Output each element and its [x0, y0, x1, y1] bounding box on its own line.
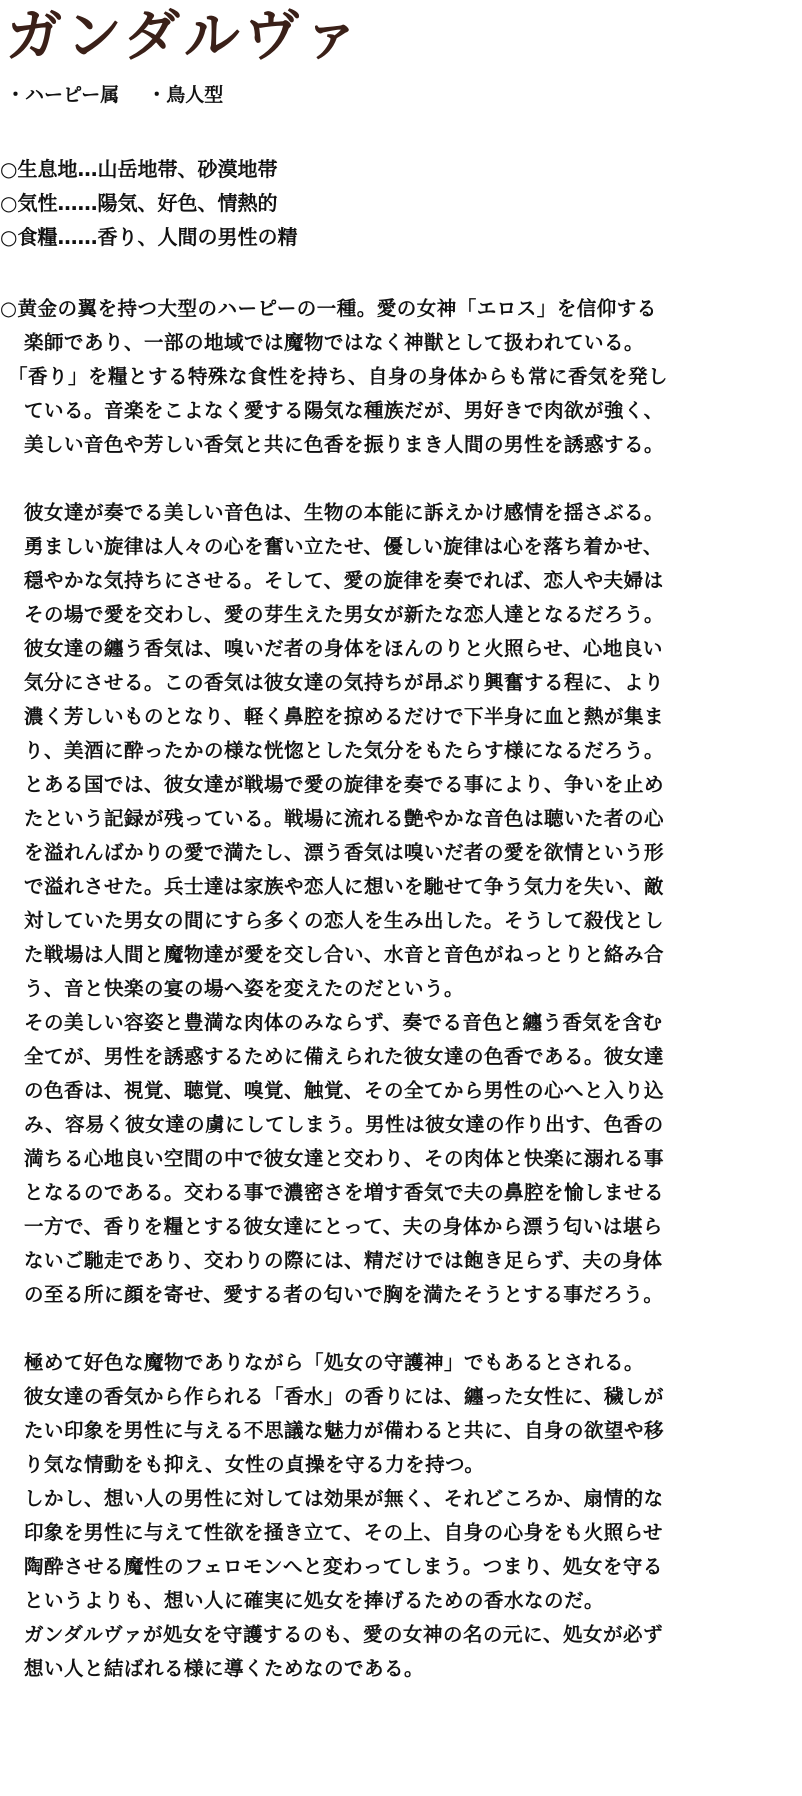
description-line: 「香り」を糧とする特殊な食性を持ち、自身の身体からも常に香気を発し	[8, 365, 669, 388]
description-line: を溢れんばかりの愛で満たし、漂う香気は嗅いだ者の愛を欲情という形	[24, 841, 665, 864]
description-line: 想い人と結ばれる様に導くためなのである。	[24, 1657, 425, 1680]
description-line: 陶酔させる魔性のフェロモンへと変わってしまう。つまり、処女を守る	[24, 1555, 663, 1578]
description-line: しかし、想い人の男性に対しては効果が無く、それどころか、扇情的な	[24, 1487, 664, 1510]
description-line: で溢れさせた。兵士達は家族や恋人に想いを馳せて争う気力を失い、敵	[24, 875, 665, 898]
paragraph-gap	[0, 1312, 800, 1346]
description-line: その美しい容姿と豊満な肉体のみならず、奏でる音色と纏う香気を含む	[24, 1011, 663, 1034]
description-section-3	[0, 1346, 800, 1686]
description-line: 彼女達が奏でる美しい音色は、生物の本能に訴えかけ感情を揺さぶる。	[24, 501, 665, 524]
taxonomy-type: ・鳥人型	[147, 84, 224, 106]
description-section-1	[0, 292, 800, 462]
monster-name-title: ガンダルヴァ	[6, 4, 364, 69]
description-line: 気分にさせる。この香気は彼女達の気持ちが昂ぶり興奮する程に、より	[24, 671, 665, 694]
taxonomy-line	[6, 82, 223, 108]
description-line: の色香は、視覚、聴覚、嗅覚、触覚、その全てから男性の心へと入り込	[24, 1079, 665, 1102]
description-line: 楽師であり、一部の地域では魔物ではなく神獣として扱われている。	[24, 331, 645, 354]
description-line: 彼女達の纏う香気は、嗅いだ者の身体をほんのりと火照らせ、心地良い	[24, 637, 663, 660]
description-line: り、美酒に酔ったかの様な恍惚とした気分をもたらす様になるだろう。	[24, 739, 665, 762]
description-line: その場で愛を交わし、愛の芽生えた男女が新たな恋人達となるだろう。	[24, 603, 665, 626]
description-line: 極めて好色な魔物でありながら「処女の守護神」でもあるとされる。	[24, 1351, 645, 1374]
stat-diet: ○食糧……香り、人間の男性の精	[0, 225, 298, 249]
stats-list	[0, 152, 796, 254]
description-line: み、容易く彼女達の虜にしてしまう。男性は彼女達の作り出す、色香の	[24, 1113, 664, 1136]
description-line: 彼女達の香気から作られる「香水」の香りには、纏った女性に、穢しが	[24, 1385, 665, 1408]
description-line: 濃く芳しいものとなり、軽く鼻腔を掠めるだけで下半身に血と熱が集ま	[24, 705, 665, 728]
description-line: 美しい音色や芳しい香気と共に色香を振りまき人間の男性を誘惑する。	[24, 433, 665, 456]
description-line: 満ちる心地良い空間の中で彼女達と交わり、その肉体と快楽に溺れる事	[24, 1147, 665, 1170]
paragraph-gap	[0, 462, 800, 496]
description-line: たい印象を男性に与える不思議な魅力が備わると共に、自身の欲望や移	[24, 1419, 665, 1442]
description-line: ガンダルヴァが処女を守護するのも、愛の女神の名の元に、処女が必ず	[24, 1623, 664, 1646]
description-section-2	[0, 496, 800, 1312]
stat-temperament: ○気性……陽気、好色、情熱的	[0, 191, 278, 215]
description-line: とある国では、彼女達が戦場で愛の旋律を奏でる事により、争いを止め	[24, 773, 665, 796]
description-line: う、音と快楽の宴の場へ姿を変えたのだという。	[24, 977, 465, 1000]
description-line: の至る所に顔を寄せ、愛する者の匂いで胸を満たそうとする事だろう。	[24, 1283, 664, 1306]
description-line: となるのである。交わる事で濃密さを増す香気で夫の鼻腔を愉しませる	[24, 1181, 665, 1204]
description-line: ○黄金の翼を持つ大型のハーピーの一種。愛の女神「エロス」を信仰する	[0, 297, 657, 320]
taxonomy-family: ・ハーピー属	[6, 84, 120, 106]
description-line: というよりも、想い人に確実に処女を捧げるための香水なのだ。	[24, 1589, 605, 1612]
description-line: 一方で、香りを糧とする彼女達にとって、夫の身体から漂う匂いは堪ら	[24, 1215, 663, 1238]
description-body	[0, 292, 800, 1686]
description-line: た戦場は人間と魔物達が愛を交し合い、水音と音色がねっとりと絡み合	[24, 943, 665, 966]
description-line: 全てが、男性を誘惑するために備えられた彼女達の色香である。彼女達	[24, 1045, 665, 1068]
description-line: ている。音楽をこよなく愛する陽気な種族だが、男好きで肉欲が強く、	[24, 399, 664, 422]
description-line: 勇ましい旋律は人々の心を奮い立たせ、優しい旋律は心を落ち着かせ、	[24, 535, 663, 558]
description-line: り気な情動をも抑え、女性の貞操を守る力を持つ。	[24, 1453, 485, 1476]
description-line: 印象を男性に与えて性欲を掻き立て、その上、自身の心身をも火照らせ	[24, 1521, 664, 1544]
description-line: 穏やかな気持ちにさせる。そして、愛の旋律を奏でれば、恋人や夫婦は	[24, 569, 664, 592]
stat-habitat: ○生息地…山岳地帯、砂漠地帯	[0, 157, 278, 181]
description-line: たという記録が残っている。戦場に流れる艶やかな音色は聴いた者の心	[24, 807, 665, 830]
description-line: ないご馳走であり、交わりの際には、精だけでは飽き足らず、夫の身体	[24, 1249, 663, 1272]
description-line: 対していた男女の間にすら多くの恋人を生み出した。そうして殺伐とし	[24, 909, 665, 932]
